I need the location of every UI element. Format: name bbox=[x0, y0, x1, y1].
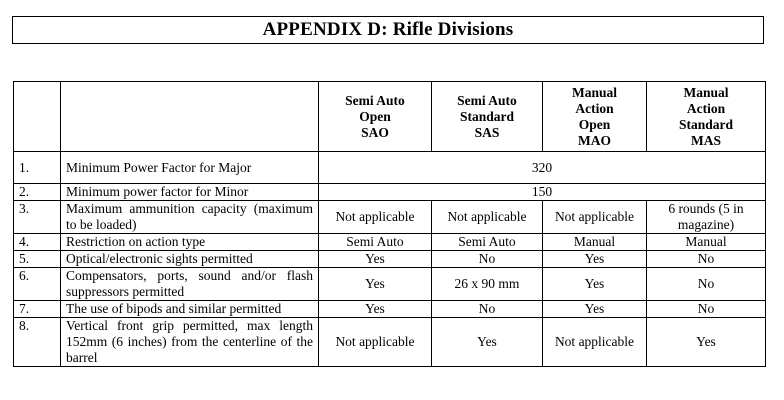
cell-sas: No bbox=[432, 301, 543, 318]
row-description: Minimum Power Factor for Major bbox=[61, 152, 319, 184]
header-line: Open bbox=[578, 116, 611, 132]
cell-mao: Yes bbox=[543, 268, 647, 301]
cell-sas: Not applicable bbox=[432, 201, 543, 234]
table-row bbox=[14, 268, 766, 301]
cell-sao: Not applicable bbox=[319, 201, 432, 234]
header-line: Manual bbox=[571, 84, 617, 100]
header-mas bbox=[647, 82, 766, 152]
cell-sas: No bbox=[432, 251, 543, 268]
header-line: Action bbox=[575, 100, 614, 116]
cell-mas: No bbox=[647, 301, 766, 318]
header-row bbox=[14, 82, 766, 152]
cell-mao: Yes bbox=[543, 251, 647, 268]
row-number: 1. bbox=[14, 152, 61, 184]
row-description: Vertical front grip permitted, max length 152mm (6 inches) from the centerline of the barrel bbox=[61, 318, 319, 367]
header-line: Manual bbox=[683, 84, 729, 100]
cell-mao: Manual bbox=[543, 234, 647, 251]
header-blank-number bbox=[14, 82, 61, 152]
header-line: Semi Auto bbox=[345, 92, 405, 108]
header-line: Standard bbox=[459, 108, 515, 124]
row-number: 4. bbox=[14, 234, 61, 251]
row-number: 5. bbox=[14, 251, 61, 268]
row-number: 6. bbox=[14, 268, 61, 301]
table-row bbox=[14, 152, 766, 184]
header-line: SAS bbox=[474, 124, 500, 140]
page-title: APPENDIX D: Rifle Divisions bbox=[262, 19, 514, 40]
table-row bbox=[14, 234, 766, 251]
cell-mas: No bbox=[647, 268, 766, 301]
table-row bbox=[14, 184, 766, 201]
cell-mao: Yes bbox=[543, 301, 647, 318]
cell-sao: Yes bbox=[319, 301, 432, 318]
row-description: Restriction on action type bbox=[61, 234, 319, 251]
cell-sao: Yes bbox=[319, 251, 432, 268]
header-line: SAO bbox=[361, 124, 389, 140]
table-row bbox=[14, 318, 766, 367]
row-description: Minimum power factor for Minor bbox=[61, 184, 319, 201]
row-description: Maximum ammunition capacity (maximum to be loaded) bbox=[61, 201, 319, 234]
table-row bbox=[14, 201, 766, 234]
cell-sas: Semi Auto bbox=[432, 234, 543, 251]
cell-sao: Semi Auto bbox=[319, 234, 432, 251]
header-sao bbox=[319, 82, 432, 152]
appendix-title-box bbox=[12, 16, 764, 44]
header-sas bbox=[432, 82, 543, 152]
row-number: 8. bbox=[14, 318, 61, 367]
cell-sas: 26 x 90 mm bbox=[432, 268, 543, 301]
row-description: The use of bipods and similar permitted bbox=[61, 301, 319, 318]
header-mao bbox=[543, 82, 647, 152]
header-line: Semi Auto bbox=[457, 92, 517, 108]
row-value-all-divisions: 150 bbox=[319, 184, 766, 201]
cell-mas: 6 rounds (5 in magazine) bbox=[647, 201, 766, 234]
table-row bbox=[14, 301, 766, 318]
row-description: Compensators, ports, sound and/or flash suppressors permitted bbox=[61, 268, 319, 301]
cell-mao: Not applicable bbox=[543, 201, 647, 234]
cell-sao: Not applicable bbox=[319, 318, 432, 367]
header-line: MAS bbox=[691, 132, 721, 148]
row-value-all-divisions: 320 bbox=[319, 152, 766, 184]
row-number: 2. bbox=[14, 184, 61, 201]
row-number: 7. bbox=[14, 301, 61, 318]
row-description: Optical/electronic sights permitted bbox=[61, 251, 319, 268]
header-line: Action bbox=[686, 100, 726, 116]
cell-sao: Yes bbox=[319, 268, 432, 301]
cell-mao: Not applicable bbox=[543, 318, 647, 367]
header-line: Standard bbox=[678, 116, 734, 132]
rifle-divisions-table bbox=[13, 81, 766, 367]
row-number: 3. bbox=[14, 201, 61, 234]
cell-mas: Yes bbox=[647, 318, 766, 367]
cell-mas: Manual bbox=[647, 234, 766, 251]
table-row bbox=[14, 251, 766, 268]
cell-sas: Yes bbox=[432, 318, 543, 367]
header-blank-description bbox=[61, 82, 319, 152]
header-line: Open bbox=[359, 108, 391, 124]
cell-mas: No bbox=[647, 251, 766, 268]
header-line: MAO bbox=[578, 132, 611, 148]
